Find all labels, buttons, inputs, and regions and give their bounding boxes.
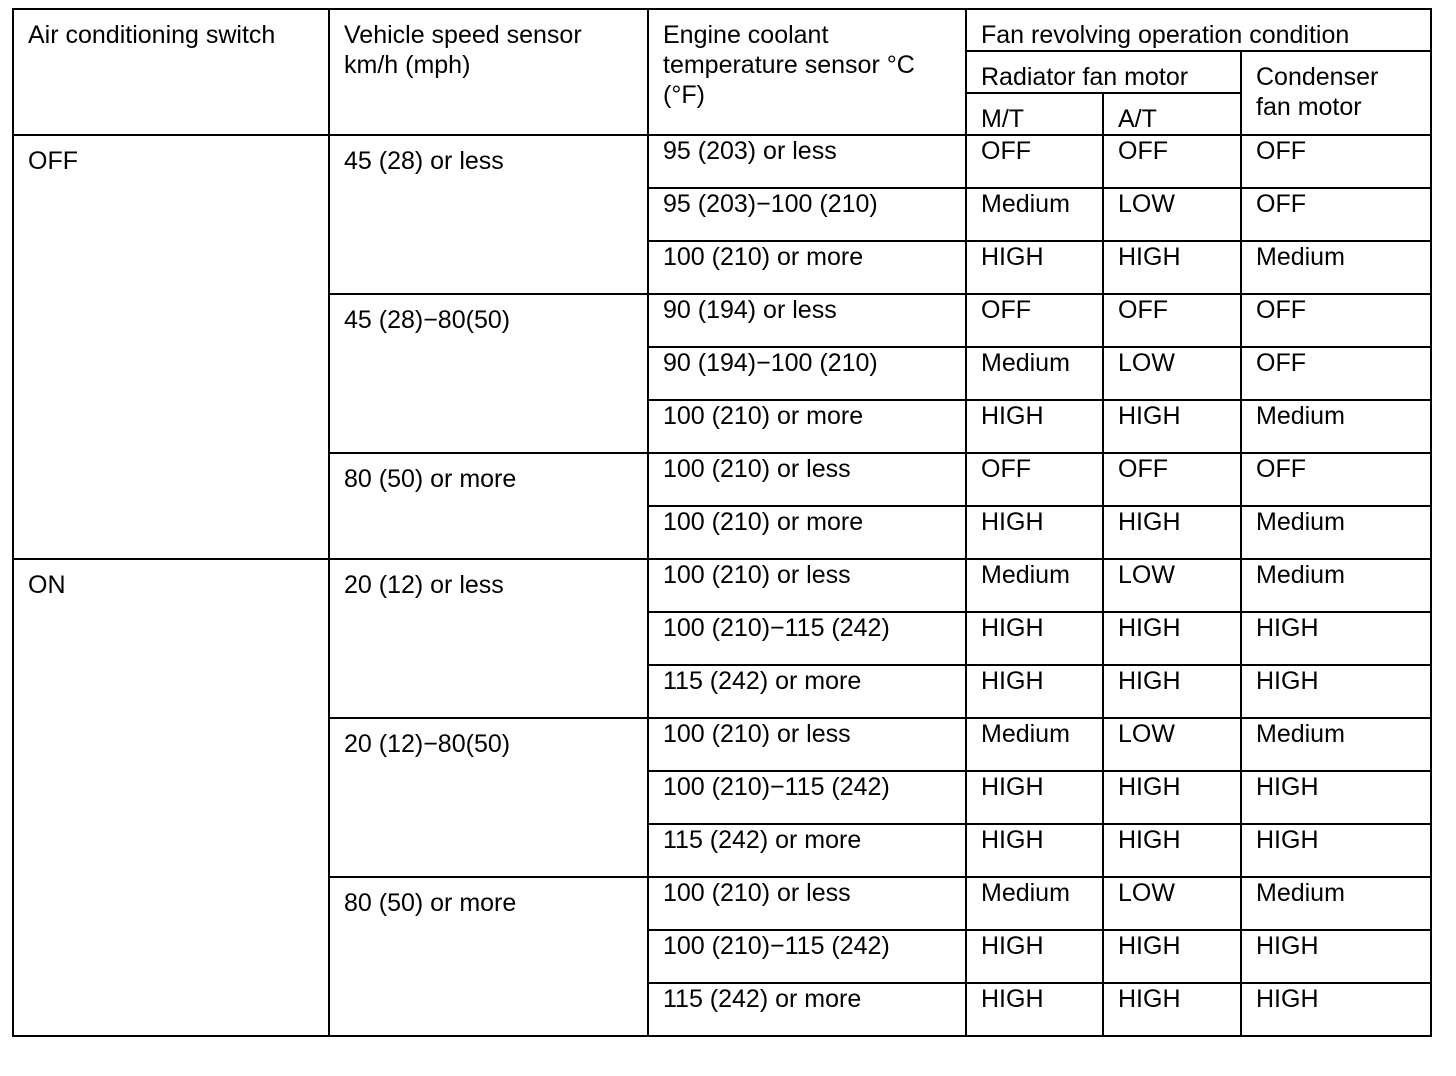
radiator-at-cell: HIGH xyxy=(1103,400,1241,453)
condenser-fan-cell: OFF xyxy=(1241,294,1431,347)
radiator-at-cell: HIGH xyxy=(1103,771,1241,824)
condenser-fan-cell: Medium xyxy=(1241,559,1431,612)
radiator-mt-cell: Medium xyxy=(966,347,1103,400)
radiator-mt-cell: Medium xyxy=(966,188,1103,241)
coolant-temp-cell: 100 (210) or less xyxy=(648,718,966,771)
radiator-mt-cell: OFF xyxy=(966,453,1103,506)
vehicle-speed-cell: 80 (50) or more xyxy=(329,877,648,1036)
radiator-at-cell: HIGH xyxy=(1103,665,1241,718)
condenser-fan-cell: OFF xyxy=(1241,188,1431,241)
radiator-mt-cell: HIGH xyxy=(966,983,1103,1036)
condenser-fan-cell: Medium xyxy=(1241,506,1431,559)
coolant-temp-cell: 100 (210) or more xyxy=(648,241,966,294)
radiator-at-cell: HIGH xyxy=(1103,983,1241,1036)
radiator-at-cell: HIGH xyxy=(1103,930,1241,983)
condenser-fan-cell: HIGH xyxy=(1241,665,1431,718)
vehicle-speed-cell: 20 (12) or less xyxy=(329,559,648,718)
coolant-temp-cell: 100 (210) or more xyxy=(648,506,966,559)
ac-switch-cell: OFF xyxy=(13,135,329,559)
condenser-fan-cell: Medium xyxy=(1241,877,1431,930)
coolant-temp-cell: 100 (210)−115 (242) xyxy=(648,930,966,983)
radiator-at-cell: LOW xyxy=(1103,188,1241,241)
vehicle-speed-cell: 45 (28)−80(50) xyxy=(329,294,648,453)
radiator-mt-cell: Medium xyxy=(966,559,1103,612)
radiator-at-cell: LOW xyxy=(1103,718,1241,771)
condenser-fan-cell: OFF xyxy=(1241,347,1431,400)
coolant-temp-cell: 100 (210) or less xyxy=(648,877,966,930)
coolant-temp-cell: 95 (203) or less xyxy=(648,135,966,188)
condenser-fan-cell: HIGH xyxy=(1241,612,1431,665)
header-ac-switch: Air conditioning switch xyxy=(13,9,329,135)
coolant-temp-cell: 90 (194) or less xyxy=(648,294,966,347)
condenser-fan-cell: HIGH xyxy=(1241,930,1431,983)
header-mt: M/T xyxy=(966,93,1103,135)
header-fan-condition: Fan revolving operation condition xyxy=(966,9,1431,51)
radiator-mt-cell: HIGH xyxy=(966,506,1103,559)
radiator-at-cell: LOW xyxy=(1103,877,1241,930)
condenser-fan-cell: OFF xyxy=(1241,135,1431,188)
coolant-temp-cell: 95 (203)−100 (210) xyxy=(648,188,966,241)
coolant-temp-cell: 115 (242) or more xyxy=(648,665,966,718)
radiator-at-cell: HIGH xyxy=(1103,824,1241,877)
vehicle-speed-cell: 80 (50) or more xyxy=(329,453,648,559)
table-row xyxy=(13,559,1431,612)
condenser-fan-cell: HIGH xyxy=(1241,771,1431,824)
radiator-at-cell: OFF xyxy=(1103,294,1241,347)
table-body xyxy=(13,135,1431,1036)
radiator-mt-cell: HIGH xyxy=(966,824,1103,877)
radiator-mt-cell: HIGH xyxy=(966,241,1103,294)
coolant-temp-cell: 115 (242) or more xyxy=(648,824,966,877)
radiator-mt-cell: HIGH xyxy=(966,771,1103,824)
coolant-temp-cell: 100 (210)−115 (242) xyxy=(648,771,966,824)
header-condenser-fan: Condenser fan motor xyxy=(1241,51,1431,135)
radiator-at-cell: LOW xyxy=(1103,347,1241,400)
radiator-mt-cell: OFF xyxy=(966,294,1103,347)
radiator-at-cell: OFF xyxy=(1103,135,1241,188)
coolant-temp-cell: 90 (194)−100 (210) xyxy=(648,347,966,400)
vehicle-speed-cell: 45 (28) or less xyxy=(329,135,648,294)
condenser-fan-cell: HIGH xyxy=(1241,824,1431,877)
coolant-temp-cell: 115 (242) or more xyxy=(648,983,966,1036)
vehicle-speed-cell: 20 (12)−80(50) xyxy=(329,718,648,877)
radiator-mt-cell: OFF xyxy=(966,135,1103,188)
radiator-at-cell: LOW xyxy=(1103,559,1241,612)
coolant-temp-cell: 100 (210) or less xyxy=(648,559,966,612)
radiator-at-cell: HIGH xyxy=(1103,506,1241,559)
radiator-mt-cell: HIGH xyxy=(966,612,1103,665)
header-at: A/T xyxy=(1103,93,1241,135)
coolant-temp-cell: 100 (210)−115 (242) xyxy=(648,612,966,665)
coolant-temp-cell: 100 (210) or less xyxy=(648,453,966,506)
radiator-mt-cell: HIGH xyxy=(966,665,1103,718)
ac-switch-cell: ON xyxy=(13,559,329,1036)
radiator-mt-cell: HIGH xyxy=(966,400,1103,453)
header-radiator-fan: Radiator fan motor xyxy=(966,51,1241,93)
condenser-fan-cell: HIGH xyxy=(1241,983,1431,1036)
coolant-temp-cell: 100 (210) or more xyxy=(648,400,966,453)
condenser-fan-cell: Medium xyxy=(1241,241,1431,294)
condenser-fan-cell: Medium xyxy=(1241,400,1431,453)
radiator-mt-cell: Medium xyxy=(966,877,1103,930)
condenser-fan-cell: Medium xyxy=(1241,718,1431,771)
table-row xyxy=(13,135,1431,188)
fan-operation-table xyxy=(12,8,1432,1037)
condenser-fan-cell: OFF xyxy=(1241,453,1431,506)
radiator-mt-cell: Medium xyxy=(966,718,1103,771)
radiator-at-cell: HIGH xyxy=(1103,241,1241,294)
radiator-at-cell: HIGH xyxy=(1103,612,1241,665)
header-coolant-temp: Engine coolant temperature sensor °C (°F) xyxy=(648,9,966,135)
header-vehicle-speed: Vehicle speed sensor km/h (mph) xyxy=(329,9,648,135)
radiator-at-cell: OFF xyxy=(1103,453,1241,506)
radiator-mt-cell: HIGH xyxy=(966,930,1103,983)
